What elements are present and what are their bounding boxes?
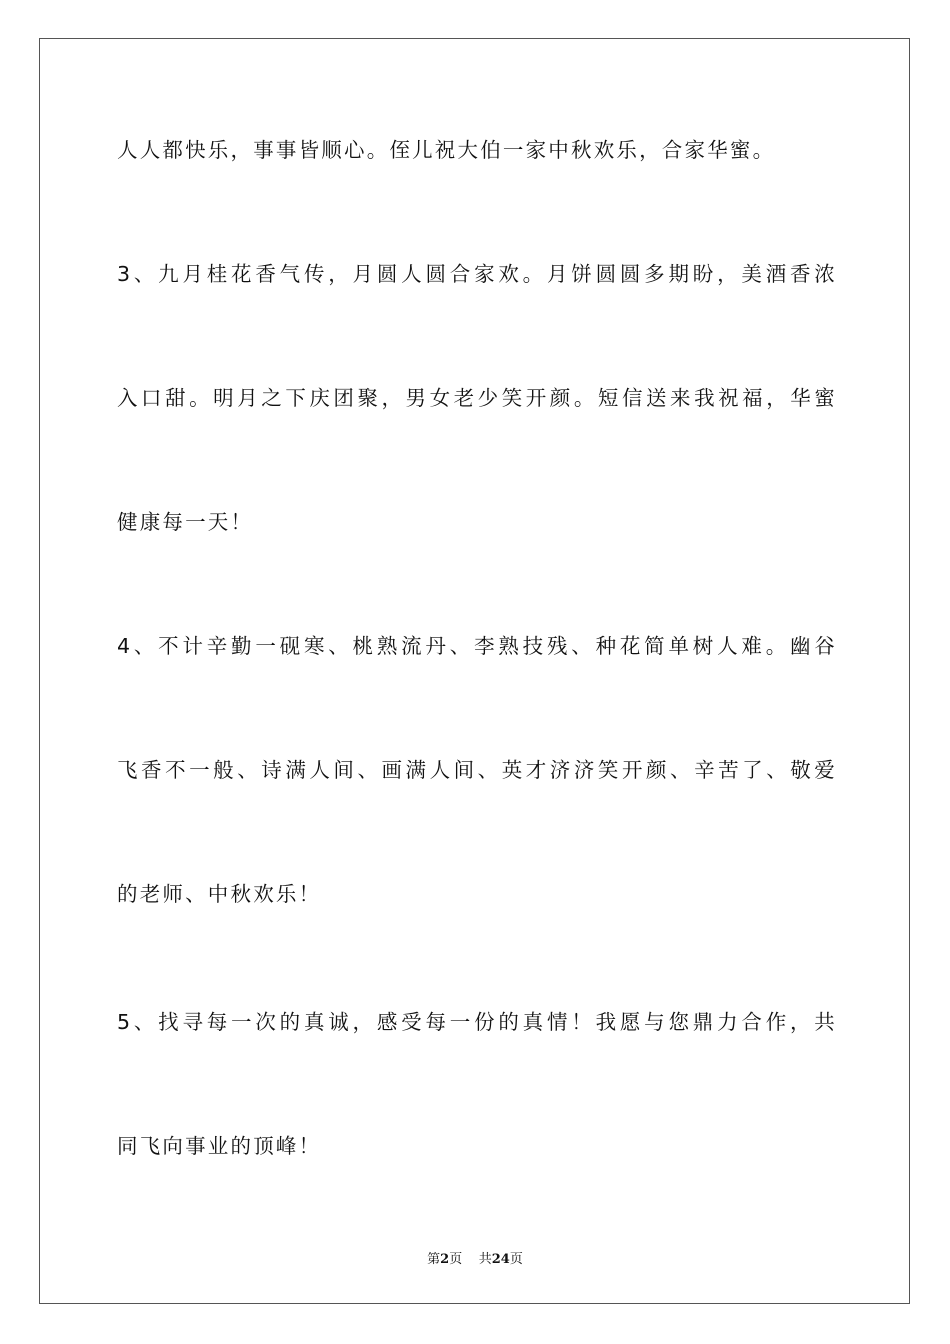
body-text-line: 同飞向事业的顶峰！ [117, 1134, 322, 1158]
body-text-line: 健康每一天！ [117, 510, 254, 534]
footer-total-prefix: 共 [478, 1252, 492, 1267]
body-text-line: 入口甜。明月之下庆团聚，男女老少笑开颜。短信送来我祝福，华蜜 [117, 386, 837, 410]
footer-page-prefix: 第 [427, 1252, 441, 1267]
page-footer [0, 1248, 950, 1267]
footer-total-pages: 24 [491, 1252, 510, 1267]
body-text-line: 4、不计辛勤一砚寒、桃熟流丹、李熟技残、种花简单树人难。幽谷 [117, 634, 837, 658]
body-text-line: 飞香不一般、诗满人间、画满人间、英才济济笑开颜、辛苦了、敬爱 [117, 758, 837, 782]
body-text-line: 的老师、中秋欢乐！ [117, 882, 322, 906]
footer-total-suffix: 页 [509, 1252, 523, 1267]
body-text-line: 5、找寻每一次的真诚，感受每一份的真情！我愿与您鼎力合作，共 [117, 1010, 837, 1034]
footer-current-page: 2 [440, 1252, 450, 1267]
page-border [39, 38, 910, 1304]
body-text-line: 3、九月桂花香气传，月圆人圆合家欢。月饼圆圆多期盼，美酒香浓 [117, 262, 837, 286]
footer-page-suffix: 页 [449, 1252, 463, 1267]
body-text-line: 人人都快乐，事事皆顺心。侄儿祝大伯一家中秋欢乐，合家华蜜。 [117, 138, 776, 162]
